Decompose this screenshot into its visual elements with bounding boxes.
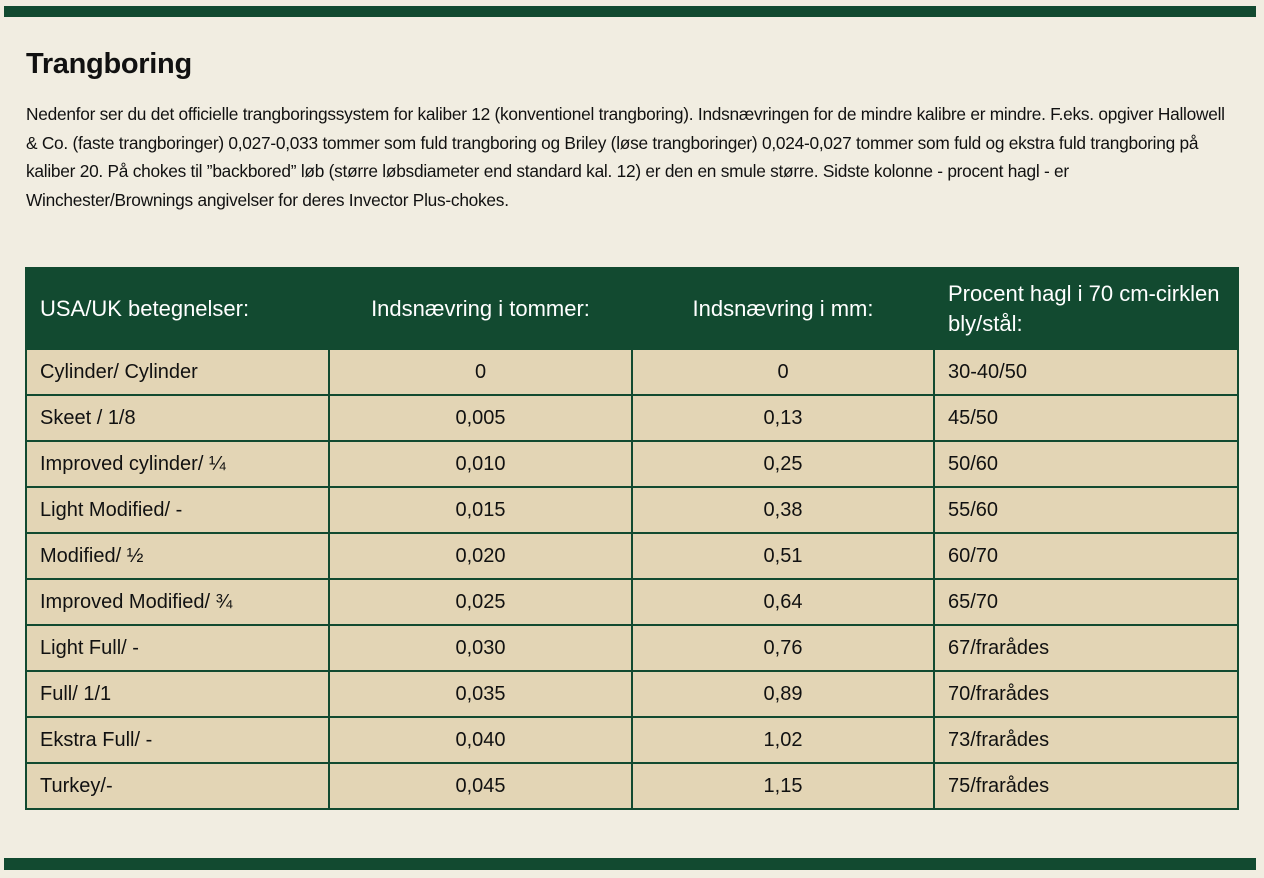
table-row xyxy=(26,763,1238,809)
bottom-border-bar xyxy=(4,858,1256,870)
designation-cell: Ekstra Full/ - xyxy=(26,717,329,763)
mm-cell: 0,25 xyxy=(632,441,934,487)
table-row xyxy=(26,441,1238,487)
table-header-row xyxy=(26,268,1238,349)
mm-cell: 0,38 xyxy=(632,487,934,533)
table-row xyxy=(26,533,1238,579)
percent-cell: 70/frarådes xyxy=(934,671,1238,717)
percent-cell: 75/frarådes xyxy=(934,763,1238,809)
table-body xyxy=(26,349,1238,809)
designation-cell: Modified/ ½ xyxy=(26,533,329,579)
inches-cell: 0,040 xyxy=(329,717,632,763)
table-row xyxy=(26,717,1238,763)
intro-paragraph: Nedenfor ser du det officielle trangboringssystem for kaliber 12 (konventionel trangboring). Indsnævringen for de mindre kalibre er mindre. F.eks. opgiver Hallowell & Co. (faste trangboringer) 0,027-0,033 tommer som fuld trangboring og Briley (løse trangboringer) 0,024-0,027 tommer som fuld og ekstra fuld trangboring på kaliber 20. På chokes til ”backbored” løb (større løbsdiameter end standard kal. 12) er den en smule større. Sidste kolonne - procent hagl - er Winchester/Brownings angivelser for deres Invector Plus-chokes. xyxy=(26,104,1225,210)
percent-cell: 65/70 xyxy=(934,579,1238,625)
designation-cell: Improved cylinder/ ¼ xyxy=(26,441,329,487)
percent-cell: 73/frarådes xyxy=(934,717,1238,763)
header-constriction-mm: Indsnævring i mm: xyxy=(632,268,934,349)
table-row xyxy=(26,579,1238,625)
inches-cell: 0,010 xyxy=(329,441,632,487)
percent-cell: 55/60 xyxy=(934,487,1238,533)
designation-cell: Full/ 1/1 xyxy=(26,671,329,717)
designation-cell: Turkey/- xyxy=(26,763,329,809)
page-title: Trangboring xyxy=(26,48,192,80)
designation-cell: Light Full/ - xyxy=(26,625,329,671)
header-designation: USA/UK betegnelser: xyxy=(26,268,329,349)
designation-cell: Improved Modified/ ¾ xyxy=(26,579,329,625)
mm-cell: 0,51 xyxy=(632,533,934,579)
inches-cell: 0,015 xyxy=(329,487,632,533)
percent-cell: 45/50 xyxy=(934,395,1238,441)
mm-cell: 0,76 xyxy=(632,625,934,671)
mm-cell: 0 xyxy=(632,349,934,395)
table-row xyxy=(26,395,1238,441)
percent-cell: 50/60 xyxy=(934,441,1238,487)
designation-cell: Cylinder/ Cylinder xyxy=(26,349,329,395)
header-pellet-percent: Procent hagl i 70 cm-cirklen bly/stål: xyxy=(934,268,1238,349)
inches-cell: 0,030 xyxy=(329,625,632,671)
table-row xyxy=(26,625,1238,671)
choke-table-container xyxy=(25,267,1237,810)
inches-cell: 0,020 xyxy=(329,533,632,579)
percent-cell: 67/frarådes xyxy=(934,625,1238,671)
mm-cell: 0,89 xyxy=(632,671,934,717)
mm-cell: 0,64 xyxy=(632,579,934,625)
designation-cell: Light Modified/ - xyxy=(26,487,329,533)
top-border-bar xyxy=(4,6,1256,17)
header-constriction-inches: Indsnævring i tommer: xyxy=(329,268,632,349)
table-row xyxy=(26,487,1238,533)
mm-cell: 0,13 xyxy=(632,395,934,441)
percent-cell: 30-40/50 xyxy=(934,349,1238,395)
mm-cell: 1,02 xyxy=(632,717,934,763)
mm-cell: 1,15 xyxy=(632,763,934,809)
choke-table xyxy=(25,267,1239,810)
percent-cell: 60/70 xyxy=(934,533,1238,579)
inches-cell: 0 xyxy=(329,349,632,395)
table-row xyxy=(26,349,1238,395)
designation-cell: Skeet / 1/8 xyxy=(26,395,329,441)
inches-cell: 0,045 xyxy=(329,763,632,809)
inches-cell: 0,035 xyxy=(329,671,632,717)
inches-cell: 0,005 xyxy=(329,395,632,441)
table-row xyxy=(26,671,1238,717)
inches-cell: 0,025 xyxy=(329,579,632,625)
